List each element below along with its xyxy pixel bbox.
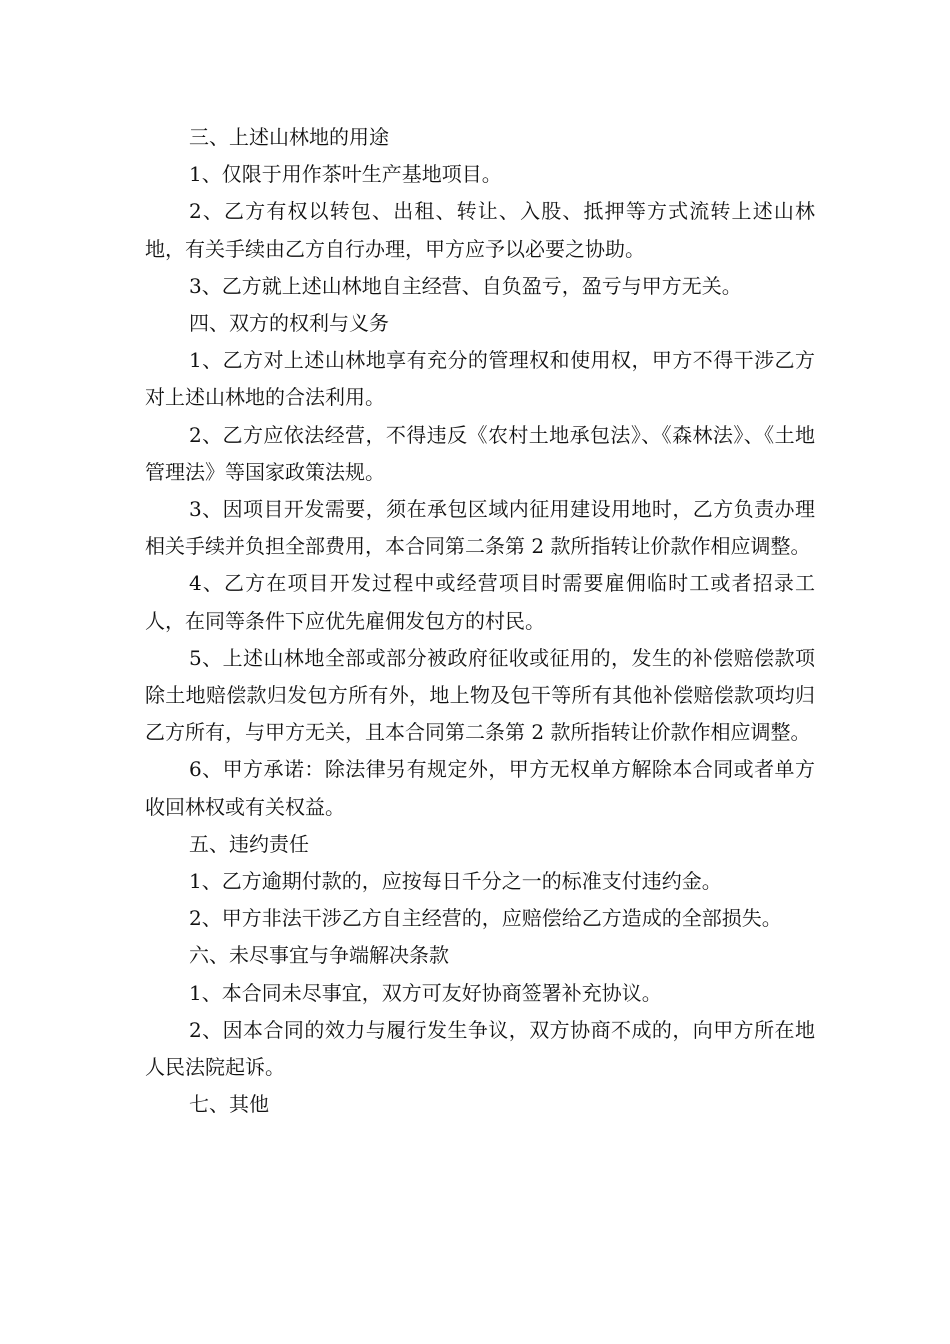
- section-heading-3-usage: 三、上述山林地的用途: [189, 125, 389, 149]
- section-heading-7-other: 七、其他: [189, 1092, 269, 1117]
- clause-5-1: 1、乙方逾期付款的，应按每日千分之一的标准支付违约金。: [189, 869, 722, 894]
- section-heading-6-disputes: 六、未尽事宜与争端解决条款: [189, 943, 449, 968]
- clause-6-2: 2、因本合同的效力与履行发生争议，双方协商不成的，向甲方所在地人民法院起诉。: [145, 1017, 815, 1080]
- clause-3-2: 2、乙方有权以转包、出租、转让、入股、抵押等方式流转上述山林地，有关手续由乙方自行办理，甲方应予以必要之协助。: [145, 199, 815, 261]
- clause-3-3: 3、乙方就上述山林地自主经营、自负盈亏，盈亏与甲方无关。: [189, 273, 742, 298]
- clause-4-4: 4、乙方在项目开发过程中或经营项目时需要雇佣临时工或者招录工人，在同等条件下应优先雇佣发包方的村民。: [145, 571, 815, 633]
- clause-4-6: 6、甲方承诺：除法律另有规定外，甲方无权单方解除本合同或者单方收回林权或有关权益。: [145, 757, 815, 819]
- clause-5-2: 2、甲方非法干涉乙方自主经营的，应赔偿给乙方造成的全部损失。: [189, 906, 782, 931]
- clause-4-2: 2、乙方应依法经营，不得违反《农村土地承包法》、《森林法》、《土地管理法》等国家政策法规。: [145, 422, 815, 484]
- section-heading-5-liability: 五、违约责任: [189, 831, 309, 856]
- clause-3-1: 1、仅限于用作茶叶生产基地项目。: [189, 162, 502, 187]
- clause-4-1: 1、乙方对上述山林地享有充分的管理权和使用权，甲方不得干涉乙方对上述山林地的合法利用。: [145, 348, 815, 410]
- clause-6-1: 1、本合同未尽事宜，双方可友好协商签署补充协议。: [189, 980, 662, 1005]
- document-body: [145, 119, 815, 1123]
- section-heading-4-rights-obligations: 四、双方的权利与义务: [189, 311, 389, 336]
- clause-4-3: 3、因项目开发需要，须在承包区域内征用建设用地时，乙方负责办理相关手续并负担全部费用，本合同第二条第 2 款所指转让价款作相应调整。: [145, 497, 815, 559]
- clause-4-5: 5、上述山林地全部或部分被政府征收或征用的，发生的补偿赔偿款项除土地赔偿款归发包方所有外，地上物及包干等所有其他补偿赔偿款项均归乙方所有，与甲方无关，且本合同第二条第 2 款所指转让价款作相应调整。: [145, 645, 815, 745]
